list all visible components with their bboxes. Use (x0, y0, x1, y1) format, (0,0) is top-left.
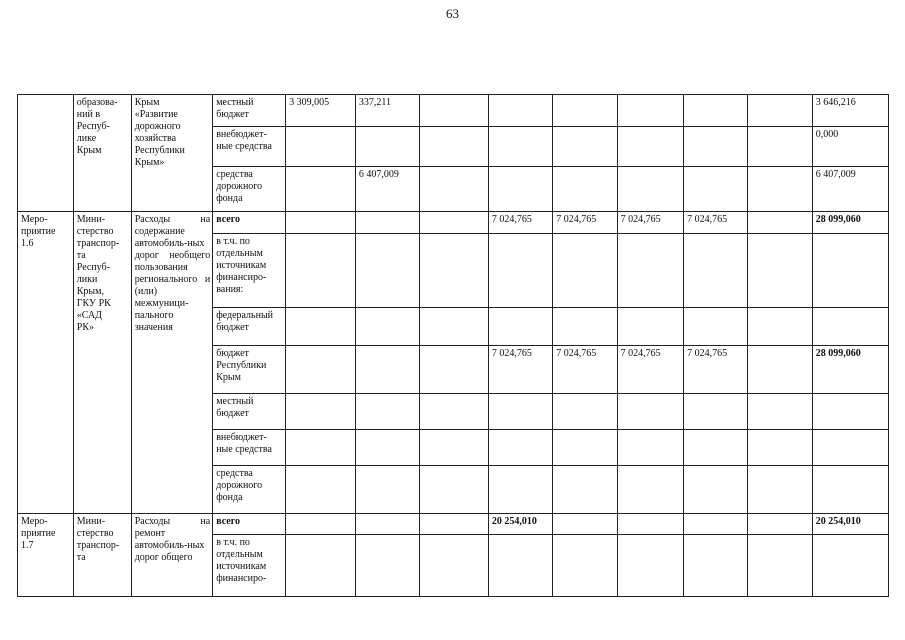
value-cell-2020 (355, 212, 419, 234)
value-cell-2024 (617, 466, 684, 514)
value-cell-2022 (488, 95, 552, 127)
value-cell-2023 (553, 95, 617, 127)
value-cell-2021 (420, 234, 489, 308)
value-cell-2021 (420, 514, 489, 535)
funding-source-cell: в т.ч. по отдельным источникам финансиро- (213, 535, 286, 597)
table-row (18, 514, 889, 535)
value-cell-2019 (286, 430, 356, 466)
value-cell-2022 (488, 127, 552, 167)
funding-source-cell: внебюджет- ные средства (213, 127, 286, 167)
value-cell-2023 (553, 308, 617, 346)
value-cell-extra (748, 127, 812, 167)
value-cell-2019 (286, 212, 356, 234)
value-cell-2021 (420, 167, 489, 212)
value-cell-2020: 337,211 (355, 95, 419, 127)
value-cell-extra (748, 95, 812, 127)
value-cell-2025 (684, 466, 748, 514)
value-cell-2020 (355, 234, 419, 308)
value-cell-2019 (286, 127, 356, 167)
value-cell-2024 (617, 127, 684, 167)
value-cell-2022 (488, 535, 552, 597)
value-cell-2021 (420, 466, 489, 514)
funding-source-cell: местный бюджет (213, 394, 286, 430)
value-cell-2024 (617, 394, 684, 430)
funding-source-cell: всего (213, 514, 286, 535)
value-cell-2023 (553, 234, 617, 308)
value-cell-extra (748, 430, 812, 466)
value-cell-2025 (684, 167, 748, 212)
value-cell-2022 (488, 466, 552, 514)
value-cell-2020 (355, 346, 419, 394)
total-cell (812, 308, 888, 346)
funding-source-cell: средства дорожного фонда (213, 466, 286, 514)
value-cell-2022 (488, 167, 552, 212)
value-cell-2025 (684, 308, 748, 346)
value-cell-2021 (420, 394, 489, 430)
value-cell-2023 (553, 430, 617, 466)
funding-source-cell: федеральный бюджет (213, 308, 286, 346)
value-cell-2024 (617, 167, 684, 212)
value-cell-2022 (488, 308, 552, 346)
value-cell-2024: 7 024,765 (617, 346, 684, 394)
funding-source-cell: средства дорожного фонда (213, 167, 286, 212)
value-cell-2024 (617, 95, 684, 127)
value-cell-2024: 7 024,765 (617, 212, 684, 234)
measure-name-cell: Расходы на ремонт автомобиль-ных дорог общего (131, 514, 213, 597)
value-cell-2022 (488, 234, 552, 308)
value-cell-2023 (553, 167, 617, 212)
executor-cell: образова- ний в Респуб- лике Крым (73, 95, 131, 212)
measure-code-cell (18, 95, 74, 212)
value-cell-2021 (420, 212, 489, 234)
value-cell-2024 (617, 535, 684, 597)
value-cell-2019 (286, 535, 356, 597)
value-cell-2019 (286, 167, 356, 212)
total-cell (812, 430, 888, 466)
total-cell (812, 535, 888, 597)
value-cell-2021 (420, 308, 489, 346)
funding-source-cell: бюджет Республики Крым (213, 346, 286, 394)
value-cell-2025 (684, 535, 748, 597)
value-cell-2022 (488, 430, 552, 466)
value-cell-2023: 7 024,765 (553, 212, 617, 234)
value-cell-2019 (286, 514, 356, 535)
value-cell-2024 (617, 514, 684, 535)
value-cell-2020 (355, 127, 419, 167)
total-cell: 28 099,060 (812, 346, 888, 394)
table-row (18, 212, 889, 234)
value-cell-2020 (355, 535, 419, 597)
measure-code-cell: Меро- приятие 1.7 (18, 514, 74, 597)
value-cell-extra (748, 234, 812, 308)
funding-source-cell: местный бюджет (213, 95, 286, 127)
value-cell-extra (748, 394, 812, 430)
measure-name-cell: Расходы на содержание автомобиль-ных дорог необщего пользования регионального и (или) межмуници-пального значения (131, 212, 213, 514)
funding-source-cell: внебюджет- ные средства (213, 430, 286, 466)
value-cell-2021 (420, 430, 489, 466)
page-number: 63 (446, 6, 459, 21)
value-cell-extra (748, 212, 812, 234)
value-cell-2022: 7 024,765 (488, 346, 552, 394)
value-cell-2019 (286, 234, 356, 308)
funding-source-cell: всего (213, 212, 286, 234)
value-cell-2019 (286, 346, 356, 394)
value-cell-2023 (553, 535, 617, 597)
value-cell-extra (748, 514, 812, 535)
executor-cell: Мини- стерство транспор- та (73, 514, 131, 597)
total-cell: 0,000 (812, 127, 888, 167)
total-cell (812, 234, 888, 308)
value-cell-2020 (355, 394, 419, 430)
value-cell-2021 (420, 346, 489, 394)
value-cell-2025: 7 024,765 (684, 212, 748, 234)
budget-table (17, 94, 889, 597)
value-cell-extra (748, 167, 812, 212)
value-cell-2023 (553, 394, 617, 430)
value-cell-2019 (286, 466, 356, 514)
total-cell: 28 099,060 (812, 212, 888, 234)
value-cell-2024 (617, 430, 684, 466)
value-cell-2021 (420, 95, 489, 127)
value-cell-extra (748, 308, 812, 346)
value-cell-2020 (355, 308, 419, 346)
value-cell-2022: 20 254,010 (488, 514, 552, 535)
value-cell-2025: 7 024,765 (684, 346, 748, 394)
total-cell: 3 646,216 (812, 95, 888, 127)
value-cell-extra (748, 535, 812, 597)
value-cell-2020 (355, 514, 419, 535)
value-cell-2020 (355, 466, 419, 514)
value-cell-2024 (617, 234, 684, 308)
executor-cell: Мини- стерство транспор- та Респуб- лики Крым, ГКУ РК «САД РК» (73, 212, 131, 514)
total-cell (812, 394, 888, 430)
value-cell-extra (748, 466, 812, 514)
value-cell-2023 (553, 466, 617, 514)
value-cell-2019 (286, 394, 356, 430)
value-cell-2023 (553, 514, 617, 535)
value-cell-2025 (684, 95, 748, 127)
funding-source-cell: в т.ч. по отдельным источникам финансиро- вания: (213, 234, 286, 308)
value-cell-2019: 3 309,005 (286, 95, 356, 127)
value-cell-2020 (355, 430, 419, 466)
value-cell-extra (748, 346, 812, 394)
value-cell-2020: 6 407,009 (355, 167, 419, 212)
total-cell (812, 466, 888, 514)
value-cell-2021 (420, 535, 489, 597)
table-row (18, 95, 889, 127)
value-cell-2025 (684, 514, 748, 535)
value-cell-2024 (617, 308, 684, 346)
total-cell: 6 407,009 (812, 167, 888, 212)
value-cell-2019 (286, 308, 356, 346)
value-cell-2025 (684, 394, 748, 430)
value-cell-2021 (420, 127, 489, 167)
value-cell-2025 (684, 127, 748, 167)
measure-code-cell: Меро- приятие 1.6 (18, 212, 74, 514)
value-cell-2022: 7 024,765 (488, 212, 552, 234)
value-cell-2023: 7 024,765 (553, 346, 617, 394)
value-cell-2023 (553, 127, 617, 167)
measure-name-cell: Крым «Развитие дорожного хозяйства Республики Крым» (131, 95, 213, 212)
value-cell-2025 (684, 234, 748, 308)
total-cell: 20 254,010 (812, 514, 888, 535)
value-cell-2022 (488, 394, 552, 430)
value-cell-2025 (684, 430, 748, 466)
